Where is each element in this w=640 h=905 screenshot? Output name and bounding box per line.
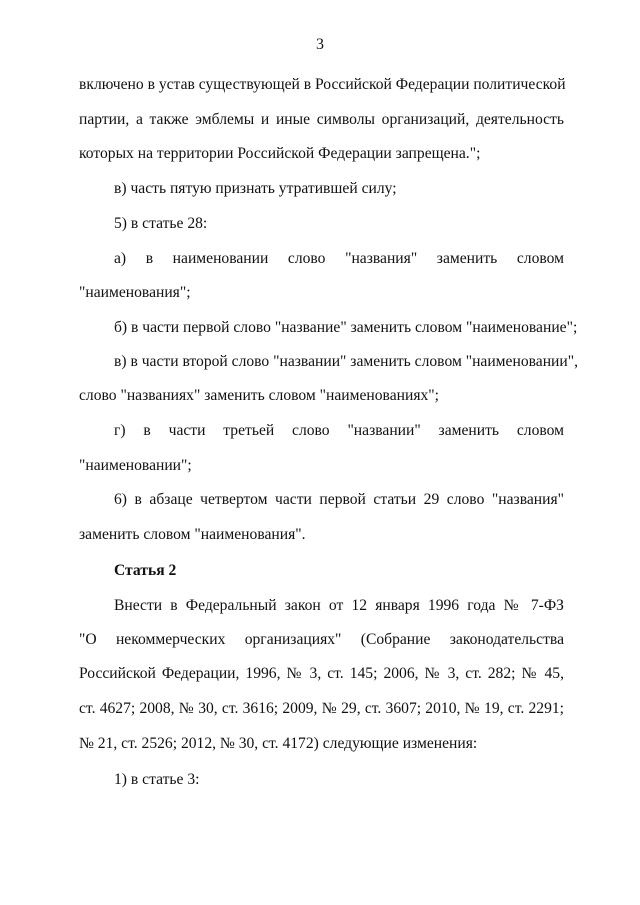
text-line: Внести в Федеральный закон от 12 января 1996 года № 7-ФЗ	[114, 597, 564, 614]
text-line: "наименовании";	[79, 457, 192, 474]
text-line: "О некоммерческих организациях" (Собрание законодательства	[79, 631, 564, 648]
text-line: которых на территории Российской Федерации запрещена.";	[79, 145, 481, 162]
text-line: б) в части первой слово "название" заменить словом "наименование";	[114, 319, 578, 336]
text-line: включено в устав существующей в Российской Федерации политической	[79, 76, 566, 93]
text-line: слово "названиях" заменить словом "наименованиях";	[79, 387, 439, 404]
text-line: заменить словом "наименования".	[79, 526, 306, 543]
article-heading: Статья 2	[114, 562, 177, 579]
text-line: "наименования";	[79, 284, 191, 301]
text-line: в) в части второй слово "названии" заменить словом "наименовании",	[114, 353, 578, 370]
text-line: 5) в статье 28:	[114, 215, 208, 232]
text-line: партии, а также эмблемы и иные символы организаций, деятельность	[79, 111, 564, 128]
text-line: 1) в статье 3:	[114, 771, 200, 788]
text-line: 6) в абзаце четвертом части первой статьи 29 слово "названия"	[114, 491, 564, 508]
text-line: а) в наименовании слово "названия" заменить словом	[114, 250, 564, 267]
text-line: в) часть пятую признать утратившей силу;	[114, 180, 397, 197]
text-line: г) в части третьей слово "названии" заменить словом	[114, 422, 564, 439]
page-number: 3	[316, 36, 324, 53]
text-line: ст. 4627; 2008, № 30, ст. 3616; 2009, № 29, ст. 3607; 2010, № 19, ст. 2291;	[79, 700, 564, 717]
text-line: № 21, ст. 2526; 2012, № 30, ст. 4172) следующие изменения:	[79, 735, 478, 752]
text-line: Российской Федерации, 1996, № 3, ст. 145; 2006, № 3, ст. 282; № 45,	[79, 665, 564, 682]
